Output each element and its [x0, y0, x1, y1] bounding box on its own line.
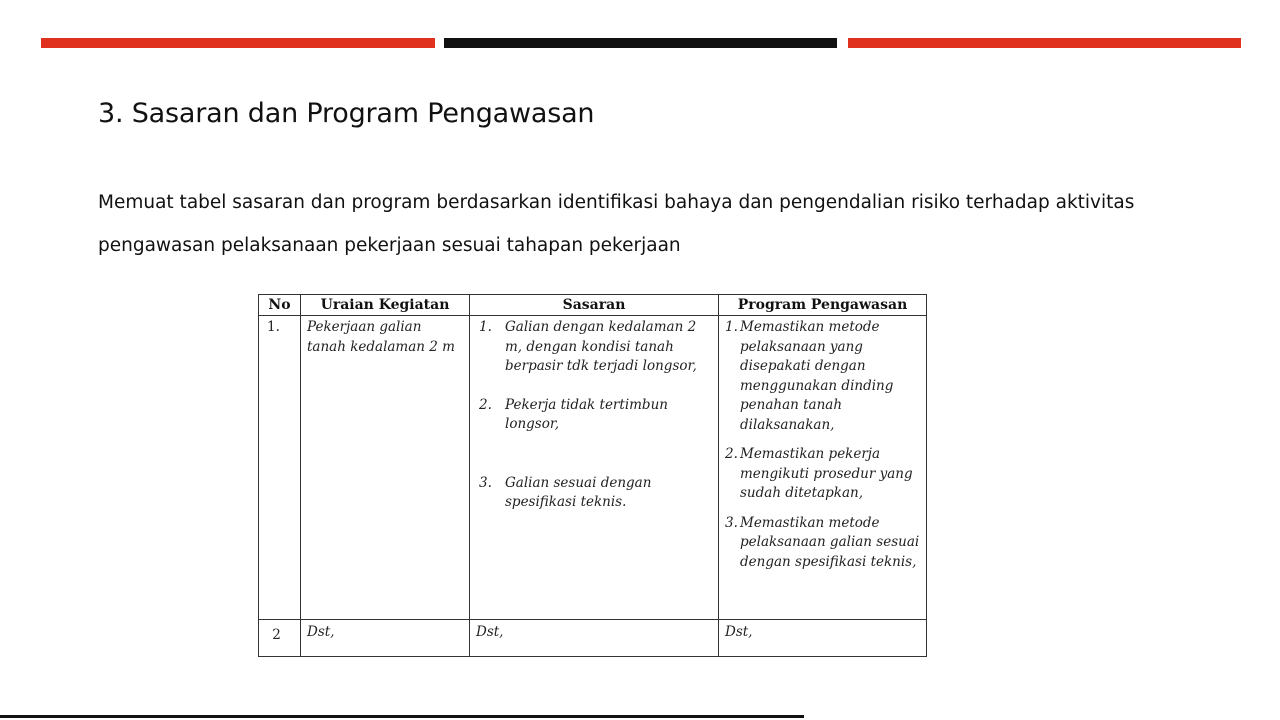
header-no: No [259, 295, 301, 316]
cell-uraian: Dst, [301, 620, 470, 657]
list-item [725, 514, 920, 573]
cell-sasaran: Dst, [470, 620, 719, 657]
item-text: Memastikan pekerja mengikuti prosedur yang sudah ditetapkan, [740, 446, 913, 501]
table-header-row [259, 295, 927, 316]
cell-no: 1. [259, 316, 301, 620]
list-item [476, 318, 712, 377]
slide-description: Memuat tabel sasaran dan program berdasarkan identifikasi bahaya dan pengendalian risiko terhadap aktivitas pengawasan pelaksanaan pekerjaan sesuai tahapan pekerjaan [98, 192, 1135, 256]
item-number: 1. [479, 319, 492, 335]
list-item [476, 396, 712, 435]
header-uraian-kegiatan: Uraian Kegiatan [301, 295, 470, 316]
item-text: Pekerja tidak tertimbun longsor, [505, 396, 668, 432]
item-number: 1. [725, 319, 738, 335]
item-text: Memastikan metode pelaksanaan yang disepakati dengan menggunakan dinding penahan tanah dilaksanakan, [740, 319, 894, 433]
list-item [476, 474, 712, 513]
list-item [725, 318, 920, 435]
table-row [259, 620, 927, 657]
slide-title: 3. Sasaran dan Program Pengawasan [98, 98, 595, 129]
sasaran-list [476, 318, 712, 513]
header-sasaran: Sasaran [470, 295, 719, 316]
item-number: 2. [725, 446, 738, 462]
item-text: Galian dengan kedalaman 2 m, dengan kondisi tanah berpasir tdk terjadi longsor, [505, 319, 697, 374]
item-number: 2. [479, 396, 492, 413]
item-text: Galian sesuai dengan spesifikasi teknis. [505, 474, 652, 510]
accent-bar-left [41, 38, 435, 48]
cell-program: Dst, [719, 620, 927, 657]
program-list [725, 318, 920, 572]
cell-program [719, 316, 927, 620]
cell-sasaran [470, 316, 719, 620]
header-program-pengawasan: Program Pengawasan [719, 295, 927, 316]
program-table [258, 294, 927, 657]
cell-no: 2 [259, 620, 301, 657]
accent-bar-right [848, 38, 1241, 48]
footer-divider [0, 715, 804, 718]
table-row [259, 316, 927, 620]
cell-uraian: Pekerjaan galian tanah kedalaman 2 m [301, 316, 470, 620]
item-number: 3. [725, 514, 738, 531]
accent-bar-middle [444, 38, 837, 48]
item-text: Memastikan metode pelaksanaan galian sesuai dengan spesifikasi teknis, [740, 514, 920, 570]
item-number: 3. [479, 474, 492, 491]
list-item [725, 445, 920, 504]
